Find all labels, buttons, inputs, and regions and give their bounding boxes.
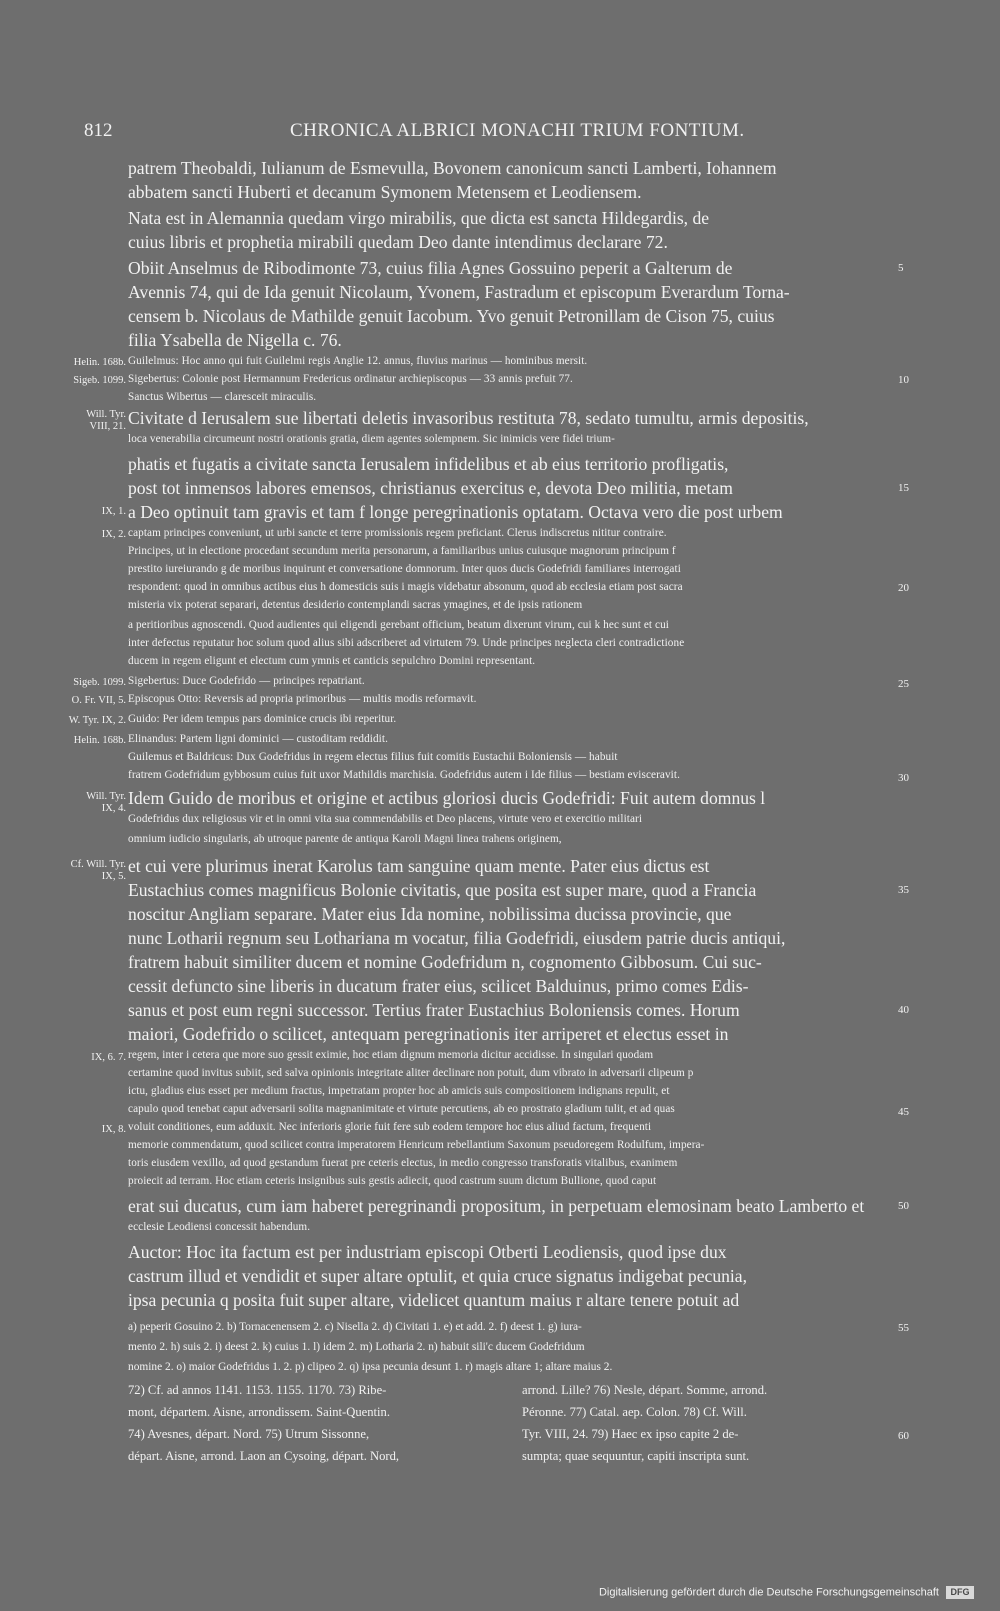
text-line: Godefridus dux religiosus vir et in omni vita sua commendabilis et Deo placens, virtute vero et exercitio militari [128, 814, 643, 825]
text-line: et cui vere plurimus inerat Karolus tam sanguine quam mente. Pater eius dictus est [128, 858, 710, 876]
text-line: Avennis 74, qui de Ida genuit Nicolaum, Yvonem, Fastradum et episcopum Everardum Torna- [128, 284, 790, 302]
line-number: 15 [898, 482, 909, 494]
text-line: Civitate d Ierusalem sue libertati deletis invasoribus restituta 78, sedato tumultu, armis depositis, [128, 410, 809, 428]
margin-reference: IX, 4. [101, 803, 126, 814]
editorial-notes-left [128, 1380, 508, 1468]
text-line: capulo quod tenebat caput adversarii solita magnanimitate et virtute percutiens, ab eo prostrato gladium tulit, et ad quas [128, 1104, 675, 1115]
line-number: 50 [898, 1200, 909, 1212]
margin-reference: Will. Tyr. [86, 791, 126, 802]
text-line: noscitur Angliam separare. Mater eius Ida nomine, nobilissima ducissa provincie, que [128, 906, 732, 924]
text-line: phatis et fugatis a civitate sancta Ierusalem infidelibus et ab eius territorio profligatis, [128, 456, 729, 474]
text-line: inter defectus reputatur hoc solum quod alius sibi adscriberet ad virtutem 79. Unde principes neglecta cleri contradictione [128, 638, 685, 649]
margin-reference: Sigeb. 1099. [73, 375, 126, 386]
text-line: regem, inter i cetera que more suo gessit eximie, hoc etiam dignum memoria dicitur accidisse. In singulari quodam [128, 1050, 654, 1061]
note-line: 72) Cf. ad annos 1141. 1153. 1155. 1170. 73) Ribe- [128, 1383, 387, 1397]
line-number: 45 [898, 1106, 909, 1118]
text-line: patrem Theobaldi, Iulianum de Esmevulla, Bovonem canonicum sancti Lamberti, Iohannem [128, 160, 777, 178]
page-header [0, 120, 1000, 146]
line-number: 20 [898, 582, 909, 594]
margin-reference: Cf. Will. Tyr. [70, 859, 126, 870]
text-line: maiori, Godefrido o scilicet, antequam peregrinationis iter arriperet et electus esset in [128, 1026, 729, 1044]
text-line: ipsa pecunia q posita fuit super altare, videlicet quantum maius r altare tenere potuit ad [128, 1292, 740, 1310]
line-number: 60 [898, 1430, 909, 1442]
text-line: nunc Lotharii regnum seu Lothariana m vocatur, filia Godefridi, eiusdem patrie ducis antiqui, [128, 930, 786, 948]
text-line: proiecit ad terram. Hoc etiam ceteris insignibus suis gestis adiecit, quod castrum suum dictum Bullione, quod caput [128, 1176, 657, 1187]
line-number: 25 [898, 678, 909, 690]
text-line: captam principes conveniunt, ut urbi sancte et terre promissionis regem preficiant. Clerus indiscretus nititur contraire. [128, 528, 667, 539]
margin-reference: IX, 6. 7. [91, 1052, 126, 1063]
text-line: ictu, gladius eius esset per medium fractus, impetratam propter hoc ab amicis suis compositionem indignans repulit, et [128, 1086, 670, 1097]
text-line: Sanctus Wibertus — claresceit miraculis. [128, 392, 317, 403]
note-line: sumpta; quae sequuntur, capiti inscripta sunt. [522, 1449, 750, 1463]
text-line: certamine quod invitus subiit, sed salva opinionis integritate aliter declinare non potuit, dum vibrato in adversarii clipeum p [128, 1068, 694, 1079]
margin-reference: Will. Tyr. [86, 409, 126, 420]
note-line: Péronne. 77) Catal. aep. Colon. 78) Cf. Will. [522, 1405, 747, 1419]
text-line: abbatem sancti Huberti et decanum Symonem Metensem et Leodiensem. [128, 184, 642, 202]
text-line: cuius libris et prophetia mirabili quedam Deo dante intendimus declarare 72. [128, 234, 668, 252]
margin-reference: IX, 2. [101, 529, 126, 540]
text-line: filia Ysabella de Nigella c. 76. [128, 332, 342, 350]
text-line: Elinandus: Partem ligni dominici — custoditam reddidit. [128, 734, 388, 745]
margin-reference: Helin. 168b. [73, 357, 126, 368]
text-line: cessit defuncto sine liberis in ducatum frater eius, scilicet Balduinus, primo comes Edis- [128, 978, 749, 996]
margin-reference: IX, 8. [101, 1124, 126, 1135]
margin-reference: Sigeb. 1099. [73, 677, 126, 688]
text-line: prestito iureiurando g de moribus inquirunt et conversatione domnorum. Inter quos ducis Godefridi familiares interrogati [128, 564, 681, 575]
text-line: Guilelmus: Hoc anno qui fuit Guilelmi regis Anglie 12. annus, fluvius marinus — hominibus mersit. [128, 356, 588, 367]
text-line: Nata est in Alemannia quedam virgo mirabilis, que dicta est sancta Hildegardis, de [128, 210, 710, 228]
text-line: a peritioribus agnoscendi. Quod audientes qui eligendi gerebant officium, beatum dixerunt virum, cui k hec sunt et cui [128, 620, 669, 631]
line-number: 5 [898, 262, 904, 274]
text-line: Principes, ut in electione procedant secundum merita personarum, a familiaribus unius cuiusque magnorum principum f [128, 546, 676, 557]
margin-reference: IX, 1. [101, 506, 126, 517]
text-line: Obiit Anselmus de Ribodimonte 73, cuius filia Agnes Gossuino peperit a Galterum de [128, 260, 733, 278]
line-number: 40 [898, 1004, 909, 1016]
text-line: Sigebertus: Duce Godefrido — principes repatriant. [128, 676, 365, 687]
line-number: 10 [898, 374, 909, 386]
note-line: Tyr. VIII, 24. 79) Haec ex ipso capite 2 de- [522, 1427, 739, 1441]
text-line: misteria vix poterat separari, detentus desiderio contemplandi sacras ymagines, et de ipsis rationem [128, 600, 583, 611]
note-line: départ. Aisne, arrond. Laon an Cysoing, départ. Nord, [128, 1449, 400, 1463]
running-title: CHRONICA ALBRICI MONACHI TRIUM FONTIUM. [290, 120, 745, 141]
note-line: mont, départem. Aisne, arrondissem. Saint-Quentin. [128, 1405, 390, 1419]
text-line: castrum illud et vendidit et super altare optulit, et quia cruce signatus indigebat pecunia, [128, 1268, 748, 1286]
text-line: Auctor: Hoc ita factum est per industriam episcopi Otberti Leodiensis, quod ipse dux [128, 1244, 727, 1262]
note-line: arrond. Lille? 76) Nesle, départ. Somme, arrond. [522, 1383, 768, 1397]
text-line: fratrem habuit similiter ducem et nomine Godefridum n, cognomento Gibbosum. Cui suc- [128, 954, 762, 972]
text-line: Guido: Per idem tempus pars dominice crucis ibi reperitur. [128, 714, 397, 725]
text-line: fratrem Godefridum gybbosum cuius fuit uxor Mathildis marchisia. Godefridus autem i Ide filius — bestiam evisceravit. [128, 770, 680, 781]
margin-reference: VIII, 21. [89, 421, 126, 432]
text-line: erat sui ducatus, cum iam haberet peregrinandi propositum, in perpetuam elemosinam beato Lamberto et [128, 1198, 865, 1216]
line-number: 35 [898, 884, 909, 896]
text-line: a Deo optinuit tam gravis et tam f longe peregrinationis optatam. Octava vero die post urbem [128, 504, 783, 522]
text-line: voluit conditiones, eum adduxit. Nec inferioris glorie fuit fere sub eodem tempore hoc eius aliud factum, frequenti [128, 1122, 652, 1133]
dfg-logo: DFG [946, 1586, 974, 1599]
line-number: 30 [898, 772, 909, 784]
text-line: Episcopus Otto: Reversis ad propria primoribus — multis modis reformavit. [128, 694, 477, 705]
variant-footnote-line: nomine 2. o) maior Godefridus 1. 2. p) clipeo 2. q) ipsa pecunia desunt 1. r) magis altare 1; altare maius 2. [128, 1361, 613, 1373]
margin-reference: IX, 5. [101, 871, 126, 882]
page-number: 812 [84, 120, 113, 141]
text-line: Idem Guido de moribus et origine et actibus gloriosi ducis Godefridi: Fuit autem domnus l [128, 790, 766, 808]
text-line: loca venerabilia circumeunt nostri orationis gratia, diem agentes solempnem. Sic inimicis vere fidei trium- [128, 434, 615, 445]
variant-footnote-line: a) peperit Gosuino 2. b) Tornacenensem 2. c) Nisella 2. d) Civitati 1. e) et add. 2. f) deest 1. g) iura- [128, 1321, 582, 1333]
text-line: censem b. Nicolaus de Mathilde genuit Iacobum. Yvo genuit Petronillam de Cison 75, cuius [128, 308, 775, 326]
credit-text: Digitalisierung gefördert durch die Deutsche Forschungsgemeinschaft [598, 1586, 939, 1599]
text-line: Guilemus et Baldricus: Dux Godefridus in regem electus filius fuit comitis Eustachii Boloniensis — habuit [128, 752, 618, 763]
text-line: omnium iudicio singularis, ab utroque parente de antiqua Karoli Magni linea trahens originem, [128, 834, 562, 845]
text-line: Sigebertus: Colonie post Hermannum Fredericus ordinatur archiepiscopus — 33 annis prefuit 77. [128, 374, 573, 385]
text-line: toris eiusdem vexillo, ad quod gestandum fuerat pre ceteris electus, in medio congresso transforatis vitalibus, exanimem [128, 1158, 678, 1169]
text-line: sanus et post eum regni successor. Tertius frater Eustachius Boloniensis comes. Horum [128, 1002, 740, 1020]
text-line: post tot inmensos labores emensos, christianus exercitus e, devota Deo militia, metam [128, 480, 733, 498]
digitization-credit [599, 1586, 974, 1599]
text-line: memorie commendatum, quod scilicet contra imperatorem Henricum rebellantium Saxonum pseudoregem Rodulfum, impera- [128, 1140, 705, 1151]
text-line: ducem in regem eligunt et electum cum ymnis et canticis sepulchro Domini representant. [128, 656, 536, 667]
margin-reference: W. Tyr. IX, 2. [68, 715, 126, 726]
text-line: respondent: quod in omnibus actibus eius h domesticis suis i magis videbatur absonum, quod ab ecclesia etiam post sacra [128, 582, 683, 593]
note-line: 74) Avesnes, départ. Nord. 75) Utrum Sissonne, [128, 1427, 370, 1441]
margin-reference: Helin. 168b. [73, 735, 126, 746]
margin-reference: O. Fr. VII, 5. [71, 695, 126, 706]
editorial-notes-right [522, 1380, 896, 1468]
line-number: 55 [898, 1322, 909, 1334]
variant-footnote-line: mento 2. h) suis 2. i) deest 2. k) cuius 1. l) idem 2. m) Lotharia 2. n) habuit sili'c ducem Godefridum [128, 1341, 585, 1353]
text-line: Eustachius comes magnificus Bolonie civitatis, que posita est super mare, quod a Francia [128, 882, 757, 900]
text-line: ecclesie Leodiensi concessit habendum. [128, 1222, 311, 1233]
